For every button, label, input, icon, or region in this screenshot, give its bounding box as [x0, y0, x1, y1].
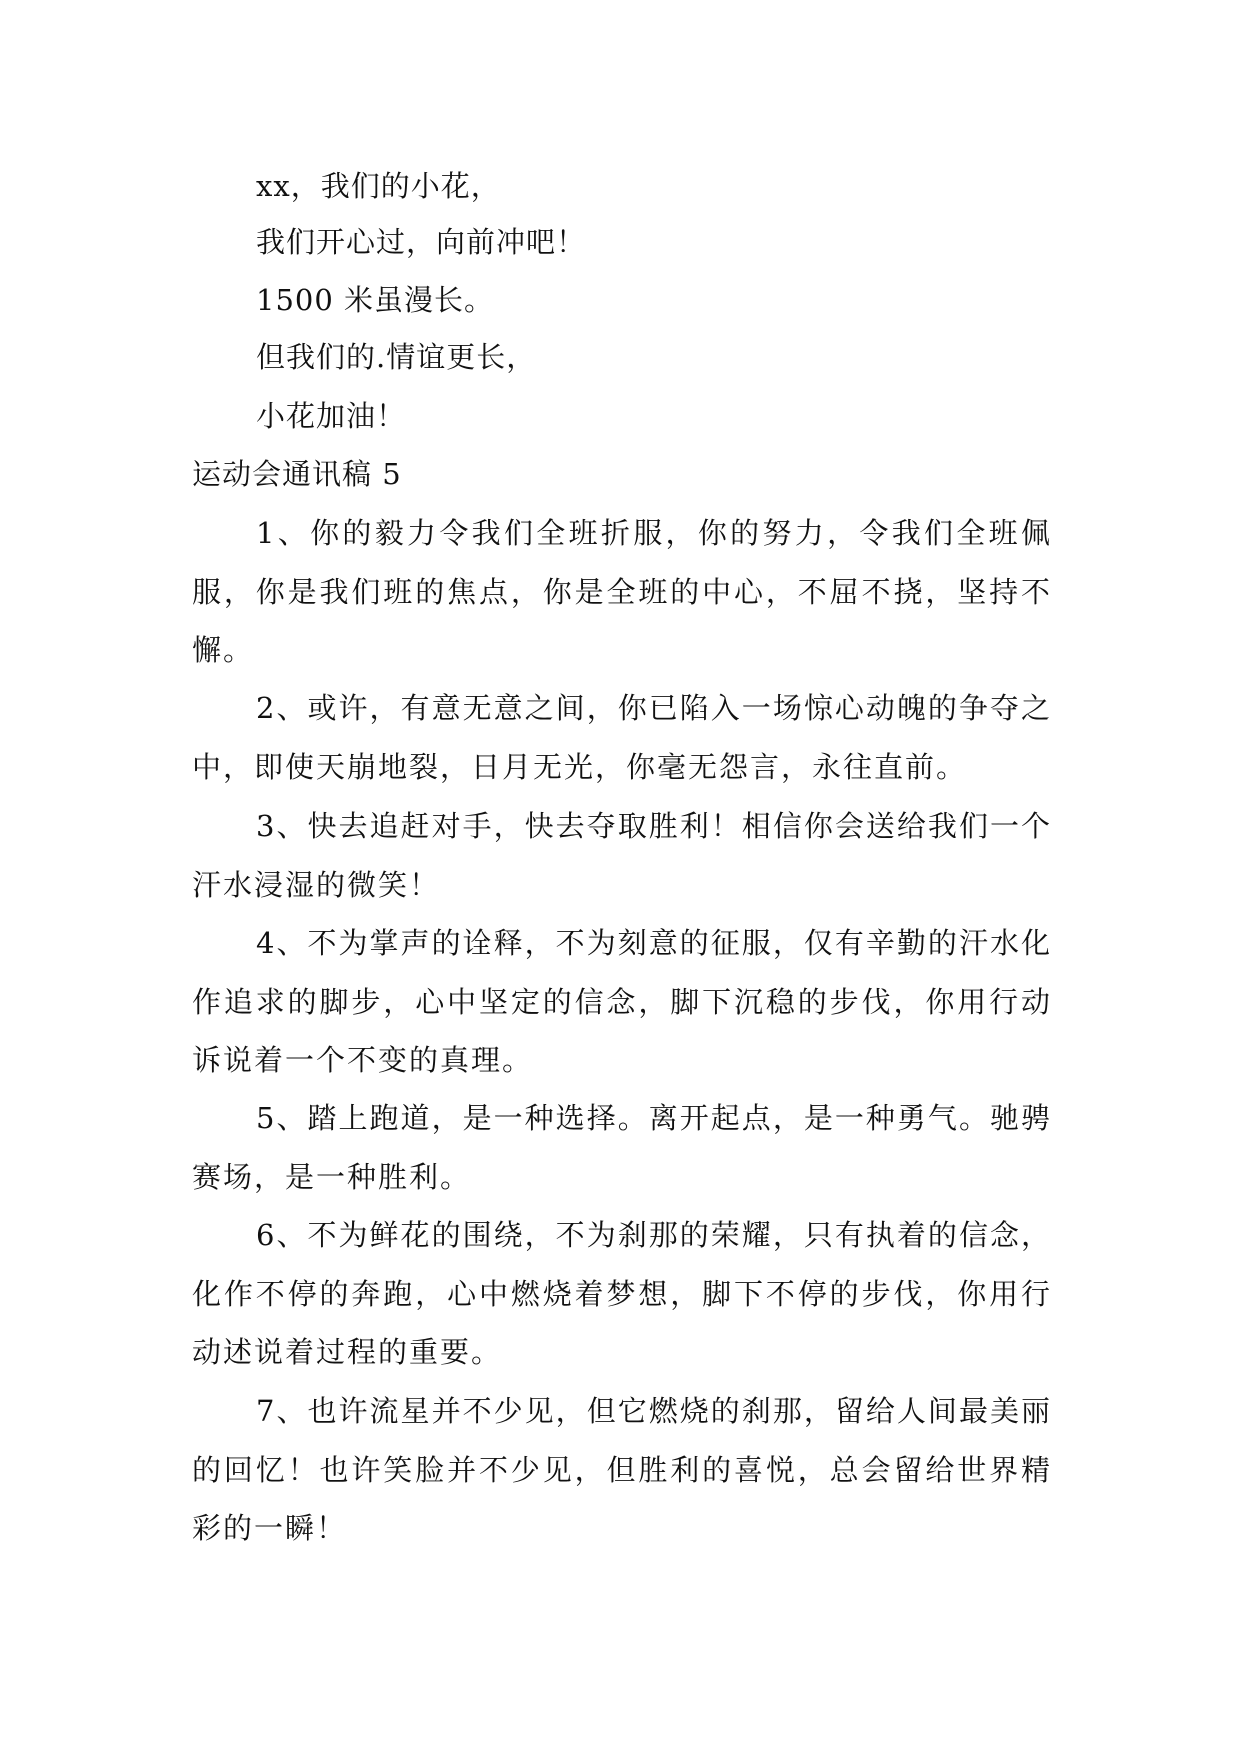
paragraph-1: 1、你的毅力令我们全班折服，你的努力，令我们全班佩服，你是我们班的焦点，你是全班的中心，不屈不挠，坚持不懈。 — [192, 516, 1052, 667]
poem-line-5: 小花加油！ — [256, 399, 407, 433]
paragraph-5: 5、踏上跑道，是一种选择。离开起点，是一种勇气。驰骋赛场，是一种胜利。 — [192, 1101, 1052, 1194]
section-heading: 运动会通讯稿 5 — [192, 457, 402, 491]
paragraph-7: 7、也许流星并不少见，但它燃烧的刹那，留给人间最美丽的回忆！也许笑脸并不少见，但胜利的喜悦，总会留给世界精彩的一瞬！ — [192, 1394, 1052, 1545]
paragraph-2: 2、或许，有意无意之间，你已陷入一场惊心动魄的争夺之中，即使天崩地裂，日月无光，你毫无怨言，永往直前。 — [192, 691, 1052, 784]
poem-line-2: 我们开心过，向前冲吧！ — [256, 225, 587, 259]
poem-line-3: 1500 米虽漫长。 — [256, 283, 495, 317]
poem-line-4: 但我们的.情谊更长， — [256, 340, 537, 374]
poem-line-1: xx，我们的小花， — [256, 169, 501, 203]
paragraph-3: 3、快去追赶对手，快去夺取胜利！相信你会送给我们一个汗水浸湿的微笑！ — [192, 809, 1052, 902]
paragraph-6: 6、不为鲜花的围绕，不为刹那的荣耀，只有执着的信念，化作不停的奔跑，心中燃烧着梦想，脚下不停的步伐，你用行动述说着过程的重要。 — [192, 1218, 1052, 1369]
paragraph-4: 4、不为掌声的诠释，不为刻意的征服，仅有辛勤的汗水化作追求的脚步，心中坚定的信念，脚下沉稳的步伐，你用行动诉说着一个不变的真理。 — [192, 926, 1052, 1077]
